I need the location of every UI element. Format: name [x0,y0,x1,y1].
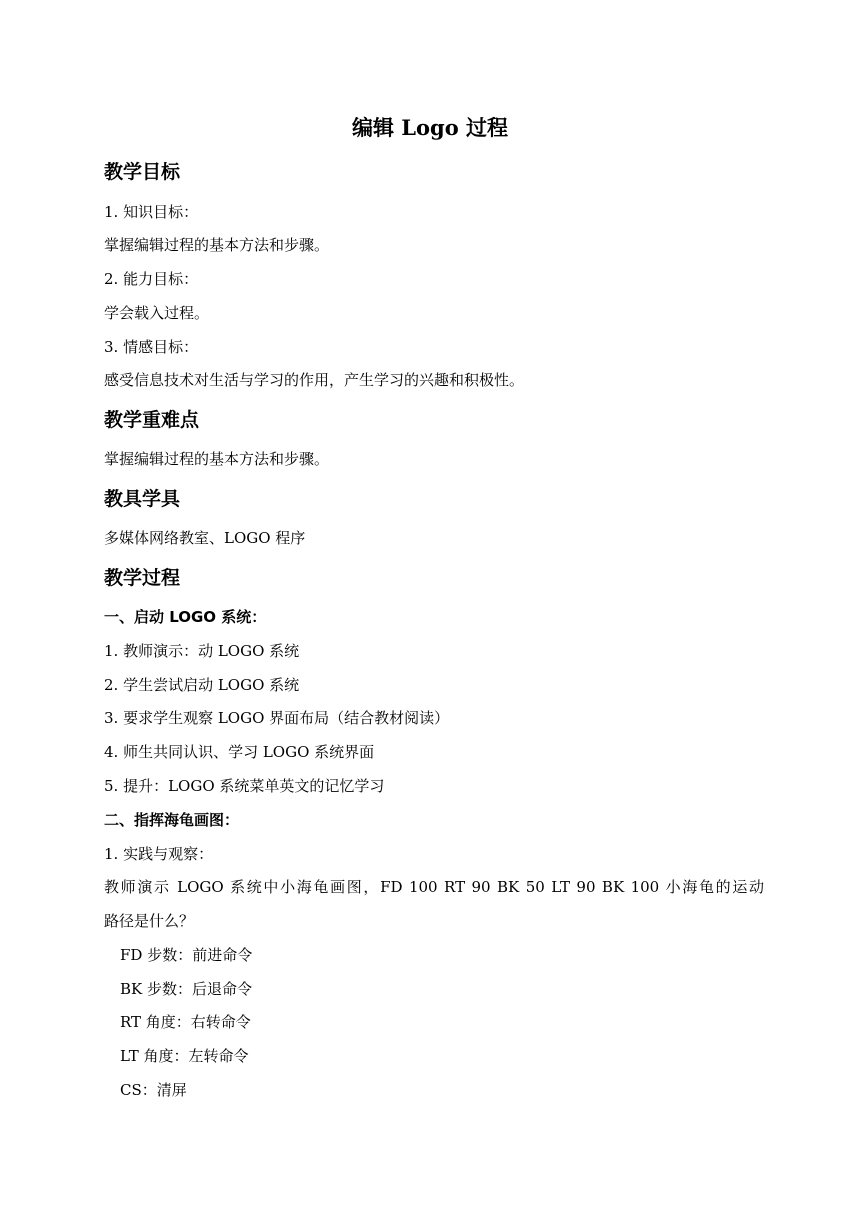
list-item: 1. 教师演示：动 LOGO 系统 [104,642,300,660]
list-item: 5. 提升：LOGO 系统菜单英文的记忆学习 [104,777,385,795]
objective-3-label: 3. 情感目标： [104,338,199,356]
key-points-text: 掌握编辑过程的基本方法和步骤。 [104,450,330,468]
heading-key-points: 教学重难点 [104,409,200,431]
command-lt: LT 角度：左转命令 [120,1047,249,1065]
demo-paragraph-line1: 教师演示 LOGO 系统中小海龟画图，FD 100 RT 90 BK 50 LT 90 BK 100 小海龟的运动 [104,878,764,896]
objective-3-text: 感受信息技术对生活与学习的作用，产生学习的兴趣和积极性。 [104,371,525,389]
demo-paragraph-line2: 路径是什么？ [104,912,195,930]
command-cs: CS：清屏 [120,1081,187,1099]
subheading-turtle-drawing: 二、指挥海龟画图： [104,811,240,829]
practice-label: 1. 实践与观察： [104,845,214,863]
objective-1-text: 掌握编辑过程的基本方法和步骤。 [104,236,330,254]
command-rt: RT 角度：右转命令 [120,1013,251,1031]
command-fd: FD 步数：前进命令 [120,946,253,964]
objective-2-label: 2. 能力目标： [104,270,199,288]
command-bk: BK 步数：后退命令 [120,980,252,998]
list-item: 3. 要求学生观察 LOGO 界面布局（结合教材阅读） [104,709,450,727]
tools-text: 多媒体网络教室、LOGO 程序 [104,529,306,547]
heading-tools: 教具学具 [104,488,181,510]
list-item: 4. 师生共同认识、学习 LOGO 系统界面 [104,743,375,761]
heading-objectives: 教学目标 [104,161,181,183]
subheading-start-logo: 一、启动 LOGO 系统： [104,608,267,626]
objective-2-text: 学会载入过程。 [104,304,210,322]
objective-1-label: 1. 知识目标： [104,203,199,221]
document-title: 编辑 Logo 过程 [351,115,509,140]
list-item: 2. 学生尝试启动 LOGO 系统 [104,676,300,694]
heading-process: 教学过程 [104,567,181,589]
